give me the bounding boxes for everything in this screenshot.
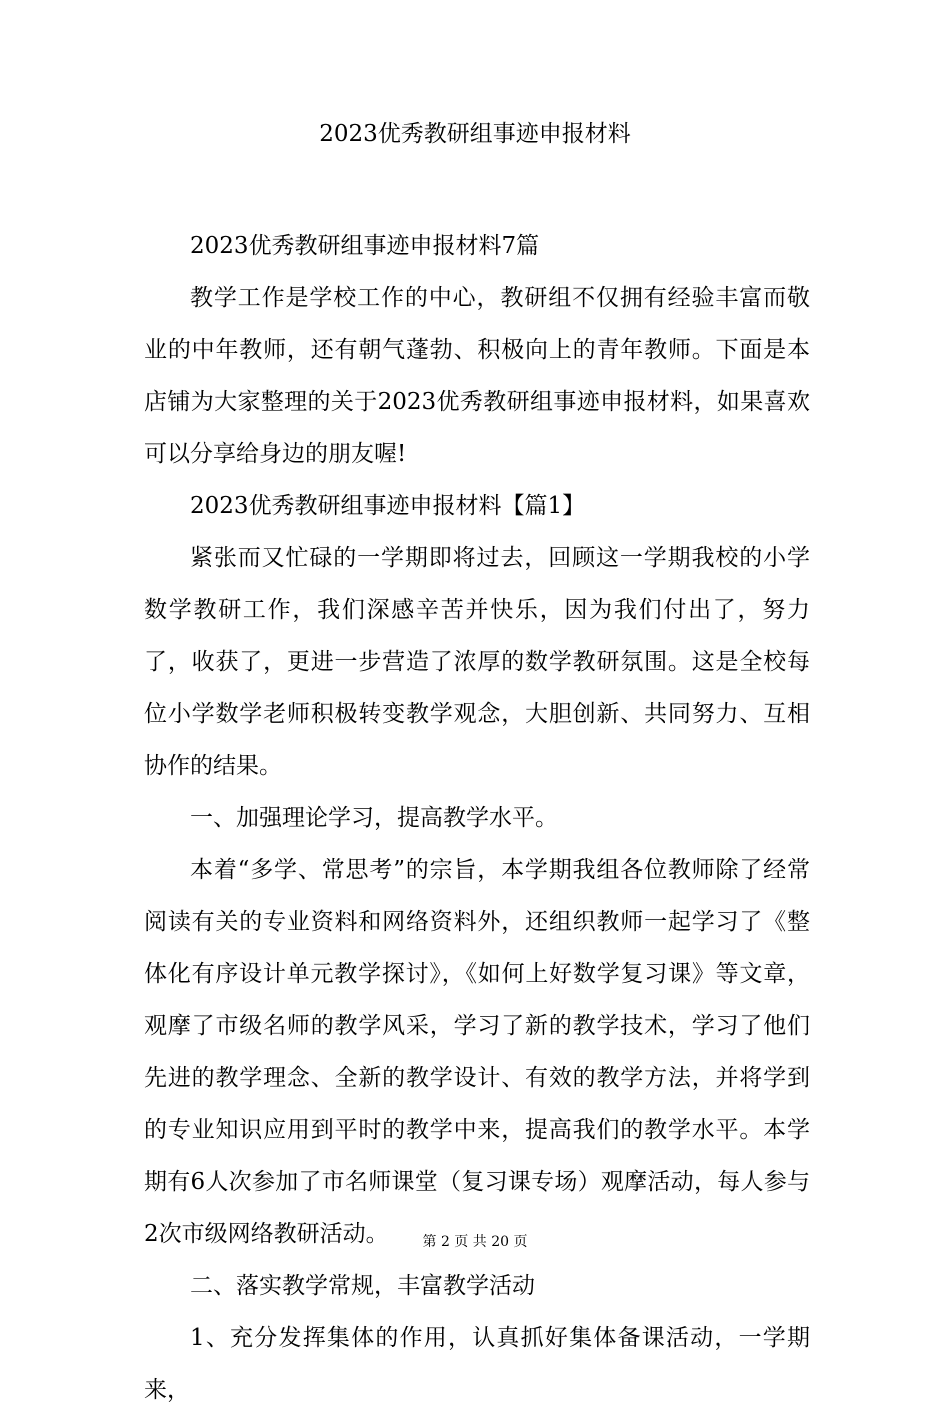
document-title: 2023优秀教研组事迹申报材料 [319,121,631,147]
paragraph-summary: 紧张而又忙碌的一学期即将过去，回顾这一学期我校的小学数学教研工作，我们深感辛苦并快乐，因为我们付出了，努力了，收获了，更进一步营造了浓厚的数学教研氛围。这是全校每位小学数学老师积极转变教学观念，大胆创新、共同努力、互相协作的结果。 [144,545,810,779]
paragraph-subtitle: 2023优秀教研组事迹申报材料7篇 [190,233,540,259]
paragraph-intro: 教学工作是学校工作的中心，教研组不仅拥有经验丰富而敬业的中年教师，还有朝气蓬勃、积极向上的青年教师。下面是本店铺为大家整理的关于2023优秀教研组事迹申报材料，如果喜欢可以分享给身边的朋友喔! [144,285,810,467]
heading-theory-study: 一、加强理论学习，提高教学水平。 [190,805,558,831]
page-footer: 第 2 页 共 20 页 [422,1234,528,1250]
section-heading-part-1: 2023优秀教研组事迹申报材料【篇1】 [190,493,586,519]
paragraph-group-lesson-prep: 1、充分发挥集体的作用，认真抓好集体备课活动，一学期来， [144,1325,810,1403]
paragraph-theory-study: 本着“多学、常思考”的宗旨，本学期我组各位教师除了经常阅读有关的专业资料和网络资料外，还组织教师一起学习了《整体化有序设计单元教学探讨》，《如何上好数学复习课》等文章，观摩了市级名师的教学风采，学习了新的教学技术，学习了他们先进的教学理念、全新的教学设计、有效的教学方法，并将学到的专业知识应用到平时的教学中来，提高我们的教学水平。本学期有6人次参加了市名师课堂（复习课专场）观摩活动，每人参与2次市级网络教研活动。 [144,857,810,1247]
heading-teaching-routine: 二、落实教学常规，丰富教学活动 [190,1273,535,1299]
